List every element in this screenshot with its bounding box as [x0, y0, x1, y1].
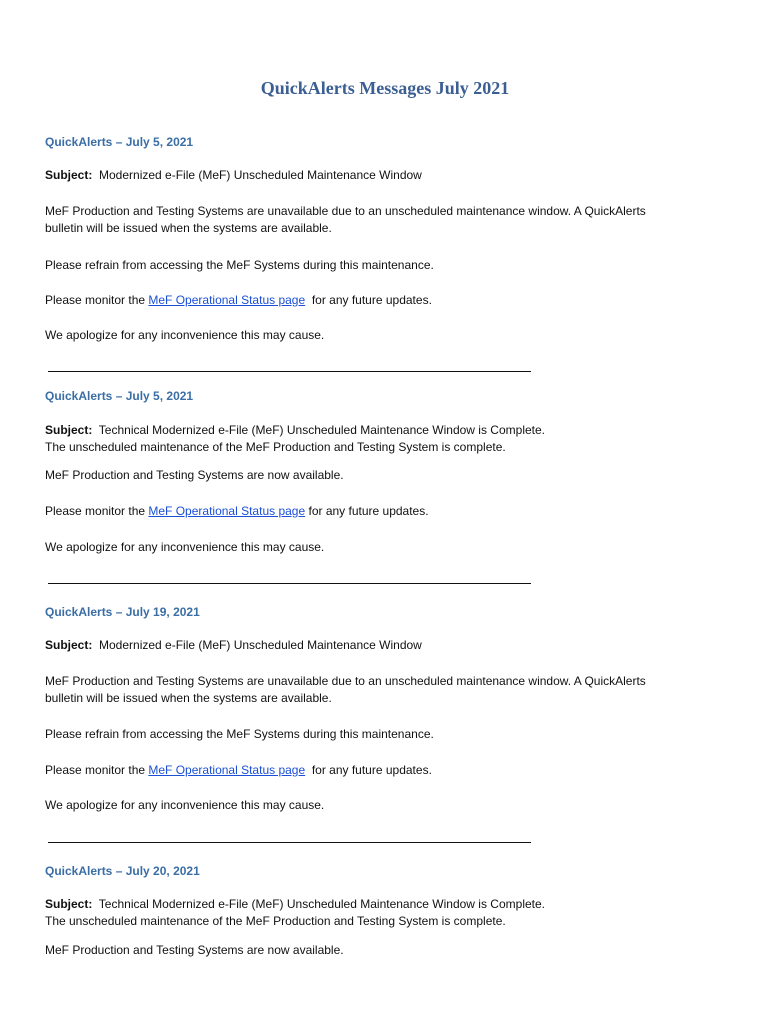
alert-apology: We apologize for any inconvenience this may cause. [45, 540, 325, 554]
alert-complete: The unscheduled maintenance of the MeF Production and Testing System is complete. [45, 440, 506, 454]
mef-status-link[interactable]: MeF Operational Status page [148, 293, 306, 307]
alert-paragraph: MeF Production and Testing Systems are unavailable due to an unscheduled maintenance window. A QuickAlerts [45, 674, 646, 688]
alert-heading: QuickAlerts – July 19, 2021 [45, 605, 200, 619]
section-divider [48, 842, 531, 843]
alert-refrain: Please refrain from accessing the MeF Systems during this maintenance. [45, 727, 434, 741]
alert-subject [45, 896, 735, 913]
alert-available: MeF Production and Testing Systems are now available. [45, 943, 344, 957]
alert-heading: QuickAlerts – July 5, 2021 [45, 135, 194, 149]
alert-paragraph: bulletin will be issued when the systems are available. [45, 221, 332, 235]
alert-monitor [45, 762, 735, 779]
alert-monitor [45, 503, 735, 520]
monitor-text: for any future updates. [305, 763, 432, 777]
section-divider [48, 583, 531, 584]
alert-subject [45, 422, 735, 439]
alert-monitor [45, 292, 735, 309]
subject-label: Subject: [45, 897, 93, 911]
subject-text: Modernized e-File (MeF) Unscheduled Maintenance Window [99, 638, 422, 652]
alert-available: MeF Production and Testing Systems are now available. [45, 468, 344, 482]
subject-label: Subject: [45, 638, 93, 652]
mef-status-link[interactable]: MeF Operational Status page [148, 763, 306, 777]
section-divider [48, 371, 531, 372]
alert-heading: QuickAlerts – July 20, 2021 [45, 864, 200, 878]
alert-paragraph: MeF Production and Testing Systems are unavailable due to an unscheduled maintenance window. A QuickAlerts [45, 204, 646, 218]
monitor-text: for any future updates. [305, 293, 432, 307]
monitor-text: Please monitor the [45, 293, 149, 307]
monitor-text: Please monitor the [45, 504, 149, 518]
subject-text: Technical Modernized e-File (MeF) Unscheduled Maintenance Window is Complete. [98, 423, 545, 437]
subject-label: Subject: [45, 423, 93, 437]
alert-apology: We apologize for any inconvenience this may cause. [45, 798, 325, 812]
alert-subject [45, 167, 735, 184]
subject-label: Subject: [45, 168, 93, 182]
alert-apology: We apologize for any inconvenience this may cause. [45, 328, 325, 342]
page-title: QuickAlerts Messages July 2021 [260, 78, 510, 98]
subject-text: Modernized e-File (MeF) Unscheduled Maintenance Window [99, 168, 422, 182]
alert-refrain: Please refrain from accessing the MeF Systems during this maintenance. [45, 258, 434, 272]
alert-complete: The unscheduled maintenance of the MeF Production and Testing System is complete. [45, 914, 506, 928]
alert-paragraph: bulletin will be issued when the systems are available. [45, 691, 332, 705]
subject-text: Technical Modernized e-File (MeF) Unscheduled Maintenance Window is Complete. [98, 897, 545, 911]
alert-subject [45, 637, 735, 654]
monitor-text: for any future updates. [305, 504, 429, 518]
mef-status-link[interactable]: MeF Operational Status page [148, 504, 306, 518]
monitor-text: Please monitor the [45, 763, 149, 777]
alert-heading: QuickAlerts – July 5, 2021 [45, 389, 194, 403]
